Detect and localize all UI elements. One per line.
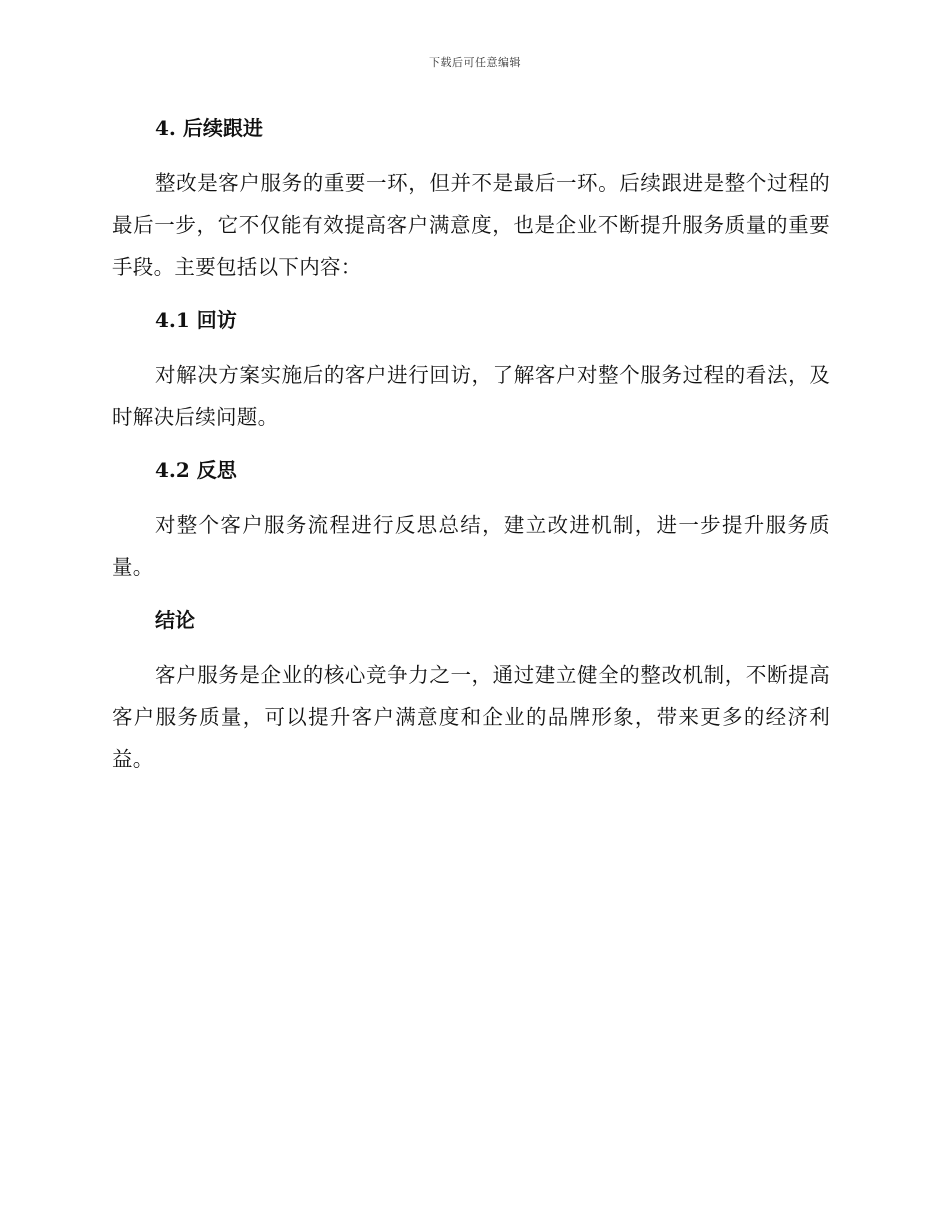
section-paragraph-reflection: 对整个客户服务流程进行反思总结，建立改进机制，进一步提升服务质量。 [112, 513, 830, 579]
page-header: 下载后可任意编辑 [429, 56, 521, 69]
section-paragraph-conclusion: 客户服务是企业的核心竞争力之一，通过建立健全的整改机制，不断提高客户服务质量，可以提升客户满意度和企业的品牌形象，带来更多的经济利益。 [112, 663, 830, 771]
section-heading-follow-up: 4. 后续跟进 [155, 116, 263, 140]
section-heading-conclusion: 结论 [155, 608, 195, 632]
section-heading-revisit: 4.1 回访 [155, 308, 237, 332]
section-paragraph-follow-up: 整改是客户服务的重要一环，但并不是最后一环。后续跟进是整个过程的最后一步，它不仅能有效提高客户满意度，也是企业不断提升服务质量的重要手段。主要包括以下内容： [112, 171, 830, 279]
section-heading-reflection: 4.2 反思 [155, 458, 237, 482]
section-paragraph-revisit: 对解决方案实施后的客户进行回访，了解客户对整个服务过程的看法，及时解决后续问题。 [112, 363, 830, 429]
document-body [112, 108, 830, 792]
